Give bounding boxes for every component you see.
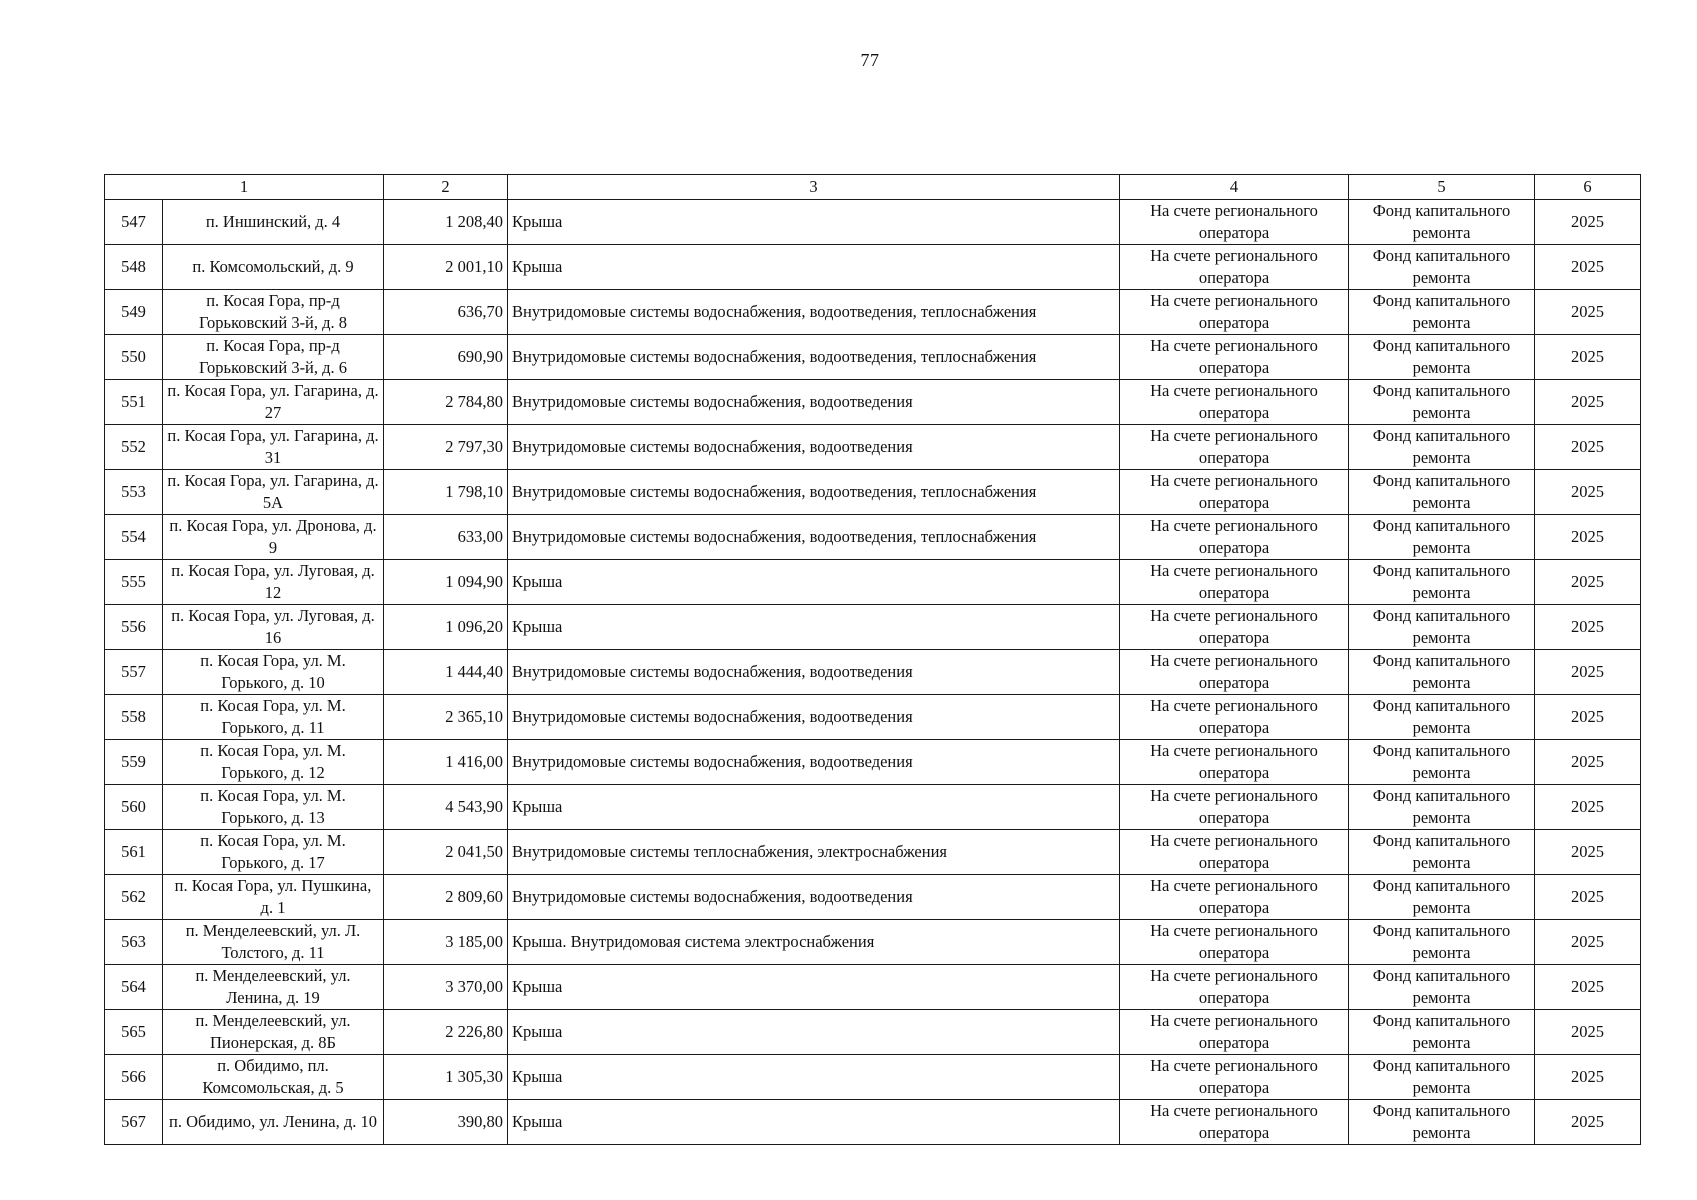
- year-cell: 2025: [1535, 830, 1641, 875]
- row-number-cell: 564: [105, 965, 163, 1010]
- funding-source-cell: Фонд капитального ремонта: [1349, 1010, 1535, 1055]
- column-header-3: 3: [508, 175, 1120, 200]
- table-row: [105, 785, 1641, 830]
- work-type-cell: Крыша: [508, 785, 1120, 830]
- account-method-cell: На счете регионального оператора: [1120, 1100, 1349, 1145]
- row-number-cell: 553: [105, 470, 163, 515]
- table-row: [105, 200, 1641, 245]
- address-cell: п. Менделеевский, ул. Л. Толстого, д. 11: [163, 920, 384, 965]
- funding-source-cell: Фонд капитального ремонта: [1349, 290, 1535, 335]
- table-row: [105, 560, 1641, 605]
- row-number-cell: 562: [105, 875, 163, 920]
- area-cell: 2 001,10: [384, 245, 508, 290]
- account-method-cell: На счете регионального оператора: [1120, 335, 1349, 380]
- table-row: [105, 965, 1641, 1010]
- address-cell: п. Косая Гора, пр-д Горьковский 3-й, д. 6: [163, 335, 384, 380]
- funding-source-cell: Фонд капитального ремонта: [1349, 965, 1535, 1010]
- funding-source-cell: Фонд капитального ремонта: [1349, 1055, 1535, 1100]
- funding-source-cell: Фонд капитального ремонта: [1349, 380, 1535, 425]
- account-method-cell: На счете регионального оператора: [1120, 1010, 1349, 1055]
- row-number-cell: 554: [105, 515, 163, 560]
- table-row: [105, 650, 1641, 695]
- address-cell: п. Косая Гора, ул. М. Горького, д. 12: [163, 740, 384, 785]
- account-method-cell: На счете регионального оператора: [1120, 875, 1349, 920]
- account-method-cell: На счете регионального оператора: [1120, 830, 1349, 875]
- year-cell: 2025: [1535, 605, 1641, 650]
- column-header-6: 6: [1535, 175, 1641, 200]
- table-row: [105, 1055, 1641, 1100]
- work-type-cell: Внутридомовые системы водоснабжения, водоотведения: [508, 380, 1120, 425]
- year-cell: 2025: [1535, 740, 1641, 785]
- year-cell: 2025: [1535, 515, 1641, 560]
- table-row: [105, 290, 1641, 335]
- work-type-cell: Внутридомовые системы водоснабжения, водоотведения, теплоснабжения: [508, 515, 1120, 560]
- funding-source-cell: Фонд капитального ремонта: [1349, 515, 1535, 560]
- funding-source-cell: Фонд капитального ремонта: [1349, 1100, 1535, 1145]
- year-cell: 2025: [1535, 290, 1641, 335]
- table-row: [105, 470, 1641, 515]
- area-cell: 636,70: [384, 290, 508, 335]
- address-cell: п. Менделеевский, ул. Ленина, д. 19: [163, 965, 384, 1010]
- account-method-cell: На счете регионального оператора: [1120, 920, 1349, 965]
- area-cell: 2 784,80: [384, 380, 508, 425]
- account-method-cell: На счете регионального оператора: [1120, 380, 1349, 425]
- address-cell: п. Менделеевский, ул. Пионерская, д. 8Б: [163, 1010, 384, 1055]
- area-cell: 2 809,60: [384, 875, 508, 920]
- row-number-cell: 559: [105, 740, 163, 785]
- year-cell: 2025: [1535, 1055, 1641, 1100]
- row-number-cell: 556: [105, 605, 163, 650]
- row-number-cell: 555: [105, 560, 163, 605]
- year-cell: 2025: [1535, 470, 1641, 515]
- work-type-cell: Крыша: [508, 560, 1120, 605]
- account-method-cell: На счете регионального оператора: [1120, 605, 1349, 650]
- table-row: [105, 425, 1641, 470]
- year-cell: 2025: [1535, 560, 1641, 605]
- funding-source-cell: Фонд капитального ремонта: [1349, 560, 1535, 605]
- area-cell: 1 416,00: [384, 740, 508, 785]
- area-cell: 3 370,00: [384, 965, 508, 1010]
- work-type-cell: Крыша: [508, 965, 1120, 1010]
- area-cell: 3 185,00: [384, 920, 508, 965]
- address-cell: п. Комсомольский, д. 9: [163, 245, 384, 290]
- account-method-cell: На счете регионального оператора: [1120, 515, 1349, 560]
- work-type-cell: Внутридомовые системы водоснабжения, водоотведения: [508, 425, 1120, 470]
- row-number-cell: 560: [105, 785, 163, 830]
- row-number-cell: 565: [105, 1010, 163, 1055]
- funding-source-cell: Фонд капитального ремонта: [1349, 695, 1535, 740]
- account-method-cell: На счете регионального оператора: [1120, 965, 1349, 1010]
- address-cell: п. Обидимо, пл. Комсомольская, д. 5: [163, 1055, 384, 1100]
- funding-source-cell: Фонд капитального ремонта: [1349, 200, 1535, 245]
- work-type-cell: Крыша. Внутридомовая система электроснабжения: [508, 920, 1120, 965]
- year-cell: 2025: [1535, 695, 1641, 740]
- address-cell: п. Косая Гора, ул. Гагарина, д. 5А: [163, 470, 384, 515]
- row-number-cell: 558: [105, 695, 163, 740]
- row-number-cell: 563: [105, 920, 163, 965]
- table-row: [105, 605, 1641, 650]
- area-cell: 1 208,40: [384, 200, 508, 245]
- work-type-cell: Крыша: [508, 1010, 1120, 1055]
- funding-source-cell: Фонд капитального ремонта: [1349, 335, 1535, 380]
- work-type-cell: Крыша: [508, 605, 1120, 650]
- account-method-cell: На счете регионального оператора: [1120, 650, 1349, 695]
- table-row: [105, 335, 1641, 380]
- year-cell: 2025: [1535, 200, 1641, 245]
- area-cell: 2 226,80: [384, 1010, 508, 1055]
- row-number-cell: 547: [105, 200, 163, 245]
- table-row: [105, 245, 1641, 290]
- address-cell: п. Косая Гора, ул. Гагарина, д. 27: [163, 380, 384, 425]
- year-cell: 2025: [1535, 380, 1641, 425]
- funding-source-cell: Фонд капитального ремонта: [1349, 830, 1535, 875]
- area-cell: 2 797,30: [384, 425, 508, 470]
- year-cell: 2025: [1535, 245, 1641, 290]
- row-number-cell: 548: [105, 245, 163, 290]
- address-cell: п. Косая Гора, ул. Пушкина, д. 1: [163, 875, 384, 920]
- year-cell: 2025: [1535, 1010, 1641, 1055]
- row-number-cell: 550: [105, 335, 163, 380]
- row-number-cell: 551: [105, 380, 163, 425]
- account-method-cell: На счете регионального оператора: [1120, 1055, 1349, 1100]
- account-method-cell: На счете регионального оператора: [1120, 740, 1349, 785]
- table-row: [105, 1010, 1641, 1055]
- table-header-row: [105, 175, 1641, 200]
- address-cell: п. Косая Гора, ул. М. Горького, д. 17: [163, 830, 384, 875]
- funding-source-cell: Фонд капитального ремонта: [1349, 740, 1535, 785]
- page-number: 77: [860, 50, 880, 70]
- work-type-cell: Крыша: [508, 245, 1120, 290]
- address-cell: п. Иншинский, д. 4: [163, 200, 384, 245]
- work-type-cell: Крыша: [508, 1055, 1120, 1100]
- account-method-cell: На счете регионального оператора: [1120, 785, 1349, 830]
- funding-source-cell: Фонд капитального ремонта: [1349, 425, 1535, 470]
- funding-source-cell: Фонд капитального ремонта: [1349, 785, 1535, 830]
- area-cell: 1 096,20: [384, 605, 508, 650]
- account-method-cell: На счете регионального оператора: [1120, 245, 1349, 290]
- area-cell: 1 094,90: [384, 560, 508, 605]
- row-number-cell: 566: [105, 1055, 163, 1100]
- year-cell: 2025: [1535, 965, 1641, 1010]
- funding-source-cell: Фонд капитального ремонта: [1349, 470, 1535, 515]
- area-cell: 2 041,50: [384, 830, 508, 875]
- year-cell: 2025: [1535, 425, 1641, 470]
- work-type-cell: Крыша: [508, 1100, 1120, 1145]
- area-cell: 2 365,10: [384, 695, 508, 740]
- address-cell: п. Косая Гора, ул. Дронова, д. 9: [163, 515, 384, 560]
- address-cell: п. Косая Гора, ул. Гагарина, д. 31: [163, 425, 384, 470]
- work-type-cell: Внутридомовые системы водоснабжения, водоотведения, теплоснабжения: [508, 290, 1120, 335]
- work-type-cell: Внутридомовые системы водоснабжения, водоотведения: [508, 875, 1120, 920]
- funding-source-cell: Фонд капитального ремонта: [1349, 245, 1535, 290]
- work-type-cell: Внутридомовые системы водоснабжения, водоотведения, теплоснабжения: [508, 335, 1120, 380]
- address-cell: п. Косая Гора, ул. М. Горького, д. 13: [163, 785, 384, 830]
- area-cell: 1 444,40: [384, 650, 508, 695]
- table-row: [105, 1100, 1641, 1145]
- work-type-cell: Внутридомовые системы водоснабжения, водоотведения: [508, 650, 1120, 695]
- address-cell: п. Косая Гора, ул. М. Горького, д. 11: [163, 695, 384, 740]
- table-row: [105, 740, 1641, 785]
- account-method-cell: На счете регионального оператора: [1120, 470, 1349, 515]
- work-type-cell: Крыша: [508, 200, 1120, 245]
- funding-source-cell: Фонд капитального ремонта: [1349, 605, 1535, 650]
- column-header-2: 2: [384, 175, 508, 200]
- table-row: [105, 920, 1641, 965]
- table-row: [105, 830, 1641, 875]
- work-type-cell: Внутридомовые системы водоснабжения, водоотведения, теплоснабжения: [508, 470, 1120, 515]
- account-method-cell: На счете регионального оператора: [1120, 695, 1349, 740]
- table-row: [105, 515, 1641, 560]
- year-cell: 2025: [1535, 1100, 1641, 1145]
- account-method-cell: На счете регионального оператора: [1120, 560, 1349, 605]
- column-header-1: 1: [105, 175, 384, 200]
- work-type-cell: Внутридомовые системы водоснабжения, водоотведения: [508, 740, 1120, 785]
- address-cell: п. Обидимо, ул. Ленина, д. 10: [163, 1100, 384, 1145]
- area-cell: 4 543,90: [384, 785, 508, 830]
- account-method-cell: На счете регионального оператора: [1120, 200, 1349, 245]
- area-cell: 1 305,30: [384, 1055, 508, 1100]
- table-row: [105, 875, 1641, 920]
- area-cell: 1 798,10: [384, 470, 508, 515]
- area-cell: 390,80: [384, 1100, 508, 1145]
- address-cell: п. Косая Гора, пр-д Горьковский 3-й, д. 8: [163, 290, 384, 335]
- row-number-cell: 567: [105, 1100, 163, 1145]
- year-cell: 2025: [1535, 785, 1641, 830]
- column-header-5: 5: [1349, 175, 1535, 200]
- year-cell: 2025: [1535, 875, 1641, 920]
- account-method-cell: На счете регионального оператора: [1120, 290, 1349, 335]
- column-header-4: 4: [1120, 175, 1349, 200]
- address-cell: п. Косая Гора, ул. Луговая, д. 12: [163, 560, 384, 605]
- table-row: [105, 380, 1641, 425]
- account-method-cell: На счете регионального оператора: [1120, 425, 1349, 470]
- row-number-cell: 557: [105, 650, 163, 695]
- funding-source-cell: Фонд капитального ремонта: [1349, 650, 1535, 695]
- address-cell: п. Косая Гора, ул. М. Горького, д. 10: [163, 650, 384, 695]
- capital-repair-table: [104, 174, 1641, 1145]
- year-cell: 2025: [1535, 650, 1641, 695]
- funding-source-cell: Фонд капитального ремонта: [1349, 875, 1535, 920]
- row-number-cell: 552: [105, 425, 163, 470]
- table-row: [105, 695, 1641, 740]
- address-cell: п. Косая Гора, ул. Луговая, д. 16: [163, 605, 384, 650]
- row-number-cell: 561: [105, 830, 163, 875]
- row-number-cell: 549: [105, 290, 163, 335]
- area-cell: 633,00: [384, 515, 508, 560]
- year-cell: 2025: [1535, 920, 1641, 965]
- funding-source-cell: Фонд капитального ремонта: [1349, 920, 1535, 965]
- work-type-cell: Внутридомовые системы теплоснабжения, электроснабжения: [508, 830, 1120, 875]
- area-cell: 690,90: [384, 335, 508, 380]
- work-type-cell: Внутридомовые системы водоснабжения, водоотведения: [508, 695, 1120, 740]
- year-cell: 2025: [1535, 335, 1641, 380]
